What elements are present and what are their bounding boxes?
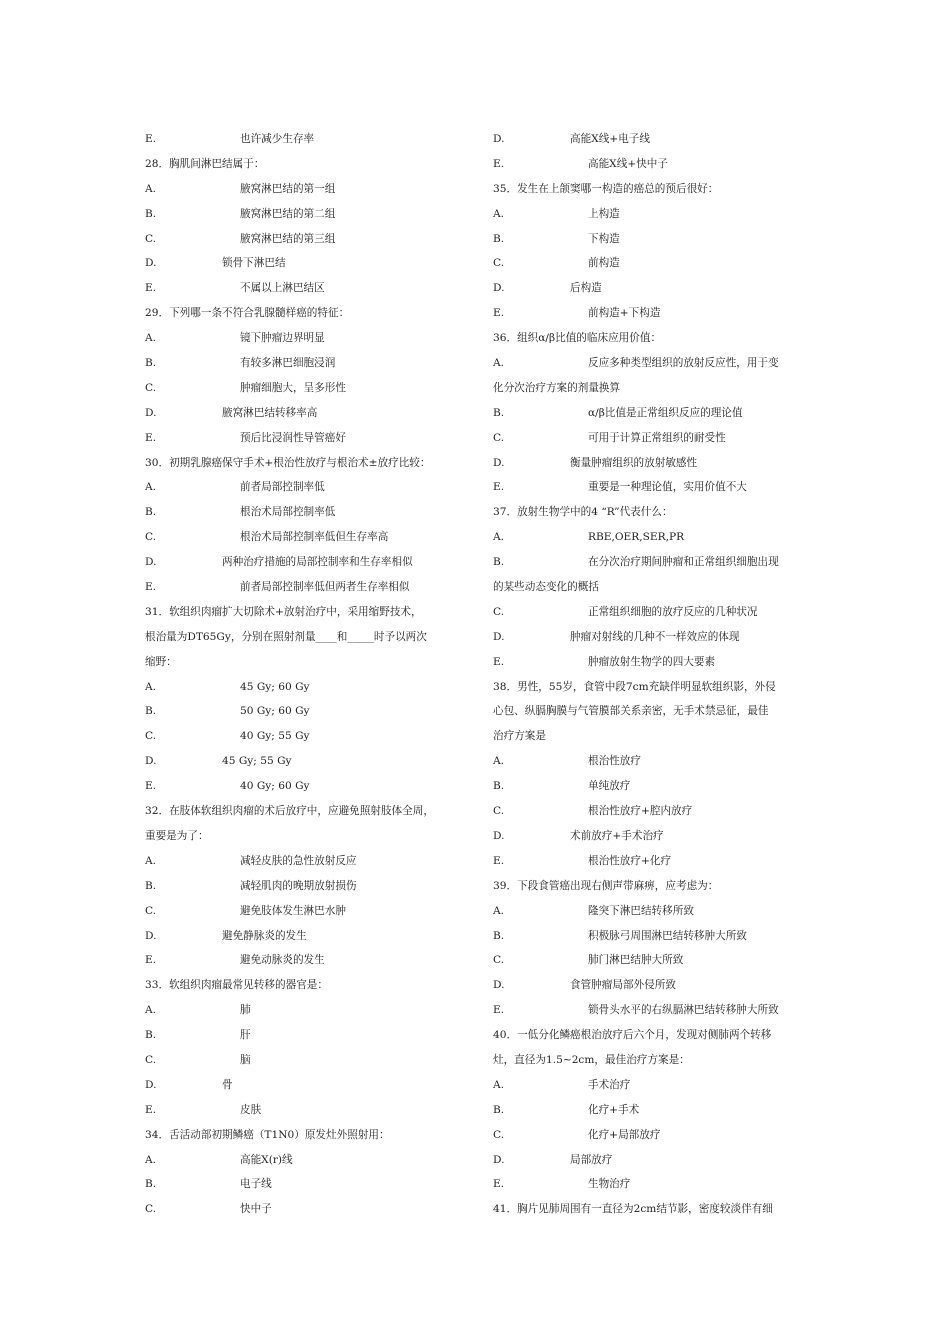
option-text: 肝 (240, 1029, 251, 1042)
question-text: 34．舌活动部初期鳞癌（T1N0）原发灶外照射用： (145, 1128, 390, 1141)
option-text: 上构造 (588, 207, 620, 220)
option-letter: E. (145, 581, 157, 594)
option-letter: A. (493, 357, 505, 370)
option-line (145, 899, 470, 924)
option-letter: C. (145, 904, 157, 917)
question-text: 37．放射生物学中的4 “R”代表什么： (493, 506, 673, 519)
option-letter: C. (493, 257, 505, 270)
option-line (493, 451, 811, 476)
question-line (493, 1023, 811, 1048)
option-letter: D. (493, 133, 505, 145)
option-letter: C. (145, 531, 157, 544)
option-text: 腋窝淋巴结的第一组 (240, 182, 336, 195)
left-column (145, 127, 470, 1222)
option-line (145, 525, 470, 550)
option-letter: D. (493, 282, 505, 295)
option-letter: E. (145, 282, 157, 295)
option-letter: E. (145, 780, 157, 793)
option-letter: A. (145, 182, 157, 195)
question-line (493, 724, 811, 749)
option-letter: C. (493, 805, 505, 818)
question-line (493, 575, 811, 600)
option-line (493, 1073, 811, 1098)
option-letter: D. (145, 755, 157, 768)
option-letter: C. (145, 232, 157, 245)
option-text: 电子线 (240, 1178, 272, 1191)
option-text: 两种治疗措施的局部控制率和生存率相似 (222, 556, 413, 569)
option-text: 镜下肿瘤边界明显 (240, 332, 325, 345)
question-line (493, 500, 811, 525)
option-letter: B. (493, 406, 505, 419)
question-text: 38．男性，55岁，食管中段7cm充缺伴明显软组织影，外侵 (493, 680, 776, 693)
option-line (145, 351, 470, 376)
option-text: 骨 (222, 1078, 233, 1091)
option-letter: E. (493, 1178, 505, 1191)
option-line (493, 276, 811, 301)
option-text: 反应多种类型组织的放射反应性，用于变 (588, 357, 779, 370)
option-letter: B. (145, 357, 157, 370)
option-text: 肺门淋巴结肿大所致 (588, 954, 684, 967)
option-line (145, 401, 470, 426)
option-line (493, 749, 811, 774)
option-text: 前构造+下构造 (588, 307, 661, 320)
option-letter: B. (493, 556, 505, 569)
option-text: 减轻肌肉的晚期放射损伤 (240, 879, 357, 892)
question-text: 35．发生在上颌窦哪一构造的癌总的预后很好： (493, 182, 719, 195)
option-line (145, 724, 470, 749)
option-text: 不属以上淋巴结区 (240, 282, 325, 295)
option-text: 术前放疗+手术治疗 (570, 829, 664, 842)
option-letter: D. (145, 929, 157, 942)
question-text: 缩野： (145, 655, 177, 668)
option-line (493, 650, 811, 675)
option-text: RBE,OER,SER,PR (588, 531, 685, 544)
option-text: 化疗+手术 (588, 1103, 640, 1116)
option-text: 肺 (240, 1004, 251, 1017)
option-letter: C. (145, 1053, 157, 1066)
option-line (145, 1148, 470, 1173)
option-line (145, 376, 470, 401)
question-line (145, 451, 470, 476)
right-column (493, 127, 811, 1222)
option-line (493, 799, 811, 824)
option-line (145, 998, 470, 1023)
question-line (145, 625, 470, 650)
option-text: 局部放疗 (570, 1153, 613, 1166)
option-line (493, 600, 811, 625)
option-line (145, 227, 470, 252)
option-letter: C. (493, 431, 505, 444)
option-line (145, 1073, 470, 1098)
option-line (493, 550, 811, 575)
question-line (493, 699, 811, 724)
question-text: 29．下列哪一条不符合乳腺髓样癌的特征： (145, 307, 350, 320)
question-text: 的某些动态变化的概括 (493, 581, 599, 594)
option-text: 手术治疗 (588, 1078, 631, 1091)
option-text: 正常组织细胞的放疗反应的几种状况 (588, 605, 758, 618)
option-line (493, 426, 811, 451)
option-line (493, 998, 811, 1023)
option-letter: C. (493, 954, 505, 967)
option-line (493, 899, 811, 924)
option-line (145, 251, 470, 276)
option-text: 预后比浸润性导管癌好 (240, 431, 346, 444)
option-text: α/β比值是正常组织反应的理论值 (588, 406, 743, 419)
option-line (145, 1197, 470, 1222)
option-letter: A. (493, 207, 505, 220)
option-line (493, 475, 811, 500)
option-letter: B. (493, 929, 505, 942)
option-text: 腋窝淋巴结的第二组 (240, 207, 336, 220)
question-text: 治疗方案是 (493, 730, 546, 743)
option-line (493, 948, 811, 973)
question-text: 41．胸片见肺周围有一直径为2cm结节影，密度较淡伴有细 (493, 1203, 773, 1216)
option-line (493, 301, 811, 326)
option-letter: B. (493, 780, 505, 793)
option-line (493, 351, 811, 376)
option-letter: A. (145, 680, 157, 693)
option-text: 也许减少生存率 (240, 133, 315, 145)
option-text: 锁骨头水平的右纵膈淋巴结转移肿大所致 (588, 1004, 779, 1017)
question-line (145, 973, 470, 998)
option-letter: A. (145, 481, 157, 494)
option-line (493, 774, 811, 799)
option-line (145, 326, 470, 351)
option-line (493, 849, 811, 874)
option-line (493, 824, 811, 849)
option-text: 肿瘤对射线的几种不一样效应的体现 (570, 630, 740, 643)
option-text: 高能X线+快中子 (588, 157, 668, 170)
question-line (145, 824, 470, 849)
option-letter: A. (493, 755, 505, 768)
option-text: 重要是一种理论值，实用价值不大 (588, 481, 747, 494)
option-text: 40 Gy; 55 Gy (240, 730, 310, 743)
option-line (145, 849, 470, 874)
option-line (493, 1148, 811, 1173)
option-letter: D. (493, 979, 505, 992)
option-line (145, 948, 470, 973)
question-line (493, 376, 811, 401)
option-line (145, 550, 470, 575)
question-line (493, 675, 811, 700)
option-text: 前构造 (588, 257, 620, 270)
option-letter: A. (145, 854, 157, 867)
option-letter: E. (493, 1004, 505, 1017)
option-line (145, 924, 470, 949)
question-text: 灶，直径为1.5~2cm，最佳治疗方案是： (493, 1053, 690, 1066)
option-letter: D. (493, 630, 505, 643)
option-letter: B. (493, 232, 505, 245)
option-line (493, 525, 811, 550)
option-letter: A. (145, 1153, 157, 1166)
option-letter: B. (493, 1103, 505, 1116)
option-text: 衡量肿瘤组织的放射敏感性 (570, 456, 698, 469)
option-letter: A. (145, 332, 157, 345)
question-text: 39．下段食管癌出现右侧声带麻痹，应考虑为： (493, 879, 719, 892)
option-line (493, 127, 811, 152)
option-letter: A. (145, 1004, 157, 1017)
question-text: 心包、纵膈胸膜与气管膜部关系亲密，无手术禁忌征，最佳 (493, 705, 769, 718)
question-text: 30．初期乳腺癌保守手术+根治性放疗与根治术±放疗比较： (145, 456, 431, 469)
option-text: 在分次治疗期间肿瘤和正常组织细胞出现 (588, 556, 779, 569)
option-line (145, 774, 470, 799)
option-letter: A. (493, 1078, 505, 1091)
option-text: 减轻皮肤的急性放射反应 (240, 854, 357, 867)
option-line (493, 401, 811, 426)
option-text: 隆突下淋巴结转移所致 (588, 904, 694, 917)
option-text: 食管肿瘤局部外侵所致 (570, 979, 676, 992)
question-text: 根治量为DT65Gy，分别在照射剂量____和_____时予以两次 (145, 630, 427, 643)
question-text: 重要是为了： (145, 829, 209, 842)
option-text: 45 Gy; 60 Gy (240, 680, 310, 693)
option-letter: E. (145, 133, 157, 145)
option-letter: C. (493, 1128, 505, 1141)
option-text: 50 Gy; 60 Gy (240, 705, 310, 718)
option-line (145, 1098, 470, 1123)
question-line (493, 177, 811, 202)
question-line (493, 326, 811, 351)
option-line (493, 227, 811, 252)
option-text: 根治性放疗 (588, 755, 641, 768)
option-text: 前者局部控制率低 (240, 481, 325, 494)
option-text: 可用于计算正常组织的耐受性 (588, 431, 726, 444)
option-text: 前者局部控制率低但两者生存率相似 (240, 581, 410, 594)
option-line (145, 276, 470, 301)
option-letter: B. (145, 1178, 157, 1191)
option-letter: E. (145, 431, 157, 444)
option-letter: D. (493, 1153, 505, 1166)
option-letter: D. (145, 406, 157, 419)
option-text: 40 Gy; 60 Gy (240, 780, 310, 793)
option-line (493, 625, 811, 650)
option-letter: C. (493, 605, 505, 618)
option-letter: E. (493, 854, 505, 867)
option-line (145, 749, 470, 774)
option-line (493, 1123, 811, 1148)
option-line (145, 575, 470, 600)
option-letter: B. (145, 879, 157, 892)
option-letter: B. (145, 705, 157, 718)
option-letter: E. (145, 954, 157, 967)
option-letter: C. (145, 381, 157, 394)
option-text: 下构造 (588, 232, 620, 245)
question-line (145, 650, 470, 675)
option-text: 45 Gy; 55 Gy (222, 755, 292, 768)
option-text: 化疗+局部放疗 (588, 1128, 661, 1141)
option-line (145, 1023, 470, 1048)
option-letter: E. (493, 307, 505, 320)
option-text: 脑 (240, 1053, 251, 1066)
question-text: 32．在肢体软组织肉瘤的术后放疗中，应避免照射肢体全周， (145, 805, 434, 818)
option-line (493, 924, 811, 949)
option-letter: D. (493, 456, 505, 469)
option-letter: D. (145, 1078, 157, 1091)
option-text: 锁骨下淋巴结 (222, 257, 286, 270)
option-letter: B. (145, 1029, 157, 1042)
option-line (493, 1098, 811, 1123)
option-line (493, 152, 811, 177)
option-text: 避免肢体发生淋巴水肿 (240, 904, 346, 917)
question-line (145, 152, 470, 177)
question-text: 28．胸肌间淋巴结属于： (145, 157, 265, 170)
option-text: 生物治疗 (588, 1178, 631, 1191)
question-line (493, 874, 811, 899)
option-letter: C. (145, 730, 157, 743)
option-text: 腋窝淋巴结的第三组 (240, 232, 336, 245)
option-letter: B. (145, 506, 157, 519)
option-letter: E. (493, 157, 505, 170)
question-text: 36．组织α/β比值的临床应用价值： (493, 332, 662, 345)
question-line (145, 301, 470, 326)
option-letter: E. (145, 1103, 157, 1116)
option-text: 避免动脉炎的发生 (240, 954, 325, 967)
option-line (145, 675, 470, 700)
option-letter: A. (493, 904, 505, 917)
option-text: 高能X线+电子线 (570, 133, 650, 145)
option-letter: D. (493, 829, 505, 842)
option-text: 根治术局部控制率低 (240, 506, 336, 519)
option-text: 肿瘤细胞大，呈多形性 (240, 381, 346, 394)
option-text: 根治性放疗+化疗 (588, 854, 672, 867)
option-line (145, 202, 470, 227)
option-text: 根治术局部控制率低但生存率高 (240, 531, 389, 544)
option-text: 快中子 (240, 1203, 272, 1216)
option-line (145, 500, 470, 525)
option-line (145, 874, 470, 899)
question-text: 40．一低分化鳞癌根治放疗后六个月，发现对侧肺两个转移 (493, 1029, 772, 1042)
option-text: 腋窝淋巴结转移率高 (222, 406, 318, 419)
option-line (145, 475, 470, 500)
question-line (493, 1048, 811, 1073)
option-line (493, 251, 811, 276)
option-text: 肿瘤放射生物学的四大要素 (588, 655, 716, 668)
option-text: 高能X(r)线 (240, 1153, 293, 1166)
question-line (145, 1123, 470, 1148)
option-text: 单纯放疗 (588, 780, 631, 793)
option-text: 有较多淋巴细胞浸润 (240, 357, 336, 370)
question-text: 33．软组织肉瘤最常见转移的器官是： (145, 979, 328, 992)
option-text: 后构造 (570, 282, 602, 295)
option-letter: A. (493, 531, 505, 544)
option-letter: E. (493, 481, 505, 494)
option-text: 积极脉弓周围淋巴结转移肿大所致 (588, 929, 747, 942)
option-letter: D. (145, 257, 157, 270)
option-line (493, 1172, 811, 1197)
option-letter: E. (493, 655, 505, 668)
option-line (145, 1172, 470, 1197)
option-text: 皮肤 (240, 1103, 262, 1116)
option-text: 避免静脉炎的发生 (222, 929, 307, 942)
option-line (493, 973, 811, 998)
option-letter: C. (145, 1203, 157, 1216)
question-text: 31．软组织肉瘤扩大切除术+放射治疗中，采用缩野技术， (145, 605, 422, 618)
question-text: 化分次治疗方案的剂量换算 (493, 381, 621, 394)
option-line (145, 1048, 470, 1073)
question-line (145, 799, 470, 824)
option-letter: B. (145, 207, 157, 220)
question-line (145, 600, 470, 625)
option-line (145, 177, 470, 202)
option-text: 根治性放疗+腔内放疗 (588, 805, 693, 818)
option-line (145, 127, 470, 152)
option-line (145, 426, 470, 451)
question-line (493, 1197, 811, 1222)
option-line (145, 699, 470, 724)
option-line (493, 202, 811, 227)
option-letter: D. (145, 556, 157, 569)
